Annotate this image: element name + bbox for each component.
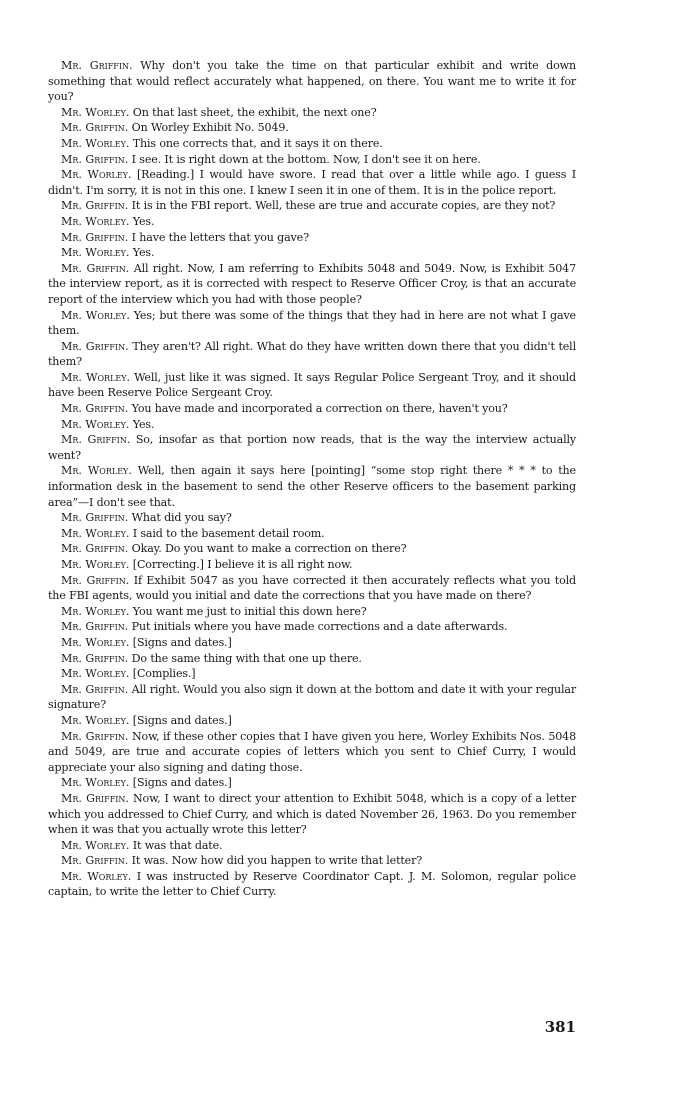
transcript-paragraph	[48, 370, 576, 401]
speaker-name: Mr. Worley.	[61, 246, 130, 260]
testimony-text: [Signs and dates.]	[132, 713, 232, 727]
testimony-text: I have the letters that you gave?	[131, 230, 309, 244]
speaker-name: Mr. Griffin.	[61, 620, 129, 634]
speaker-name: Mr. Worley.	[61, 604, 130, 618]
speaker-name: Mr. Worley.	[61, 464, 132, 478]
transcript-paragraph	[48, 619, 576, 635]
testimony-text: So, insofar as that portion now reads, that is the way the interview actually went?	[48, 433, 576, 462]
testimony-text: You want me just to initial this down here?	[132, 604, 367, 618]
testimony-text: It is in the FBI report. Well, these are true and accurate copies, are they not?	[131, 199, 556, 213]
testimony-text: All right. Now, I am referring to Exhibits 5048 and 5049. Now, is Exhibit 5047 the interview report, as it is corrected with respect to Reserve Officer Croy, is that an accurate report of the interview which you had with those people?	[48, 261, 576, 306]
speaker-name: Mr. Griffin.	[61, 261, 130, 275]
transcript-paragraph	[48, 432, 576, 463]
testimony-text: It was. Now how did you happen to write that letter?	[131, 854, 423, 868]
testimony-text: I see. It is right down at the bottom. Now, I don't see it on here.	[131, 152, 481, 166]
transcript-paragraph	[48, 167, 576, 198]
testimony-text: Now, I want to direct your attention to Exhibit 5048, which is a copy of a letter which you addressed to Chief Curry, and which is dated November 26, 1963. Do you remember when it was that you actually wrote this letter?	[48, 791, 576, 837]
transcript-paragraph	[48, 541, 576, 557]
speaker-name: Mr. Worley.	[61, 635, 130, 649]
speaker-name: Mr. Worley.	[61, 526, 130, 540]
transcript-paragraph	[48, 869, 576, 900]
testimony-text: Why don't you take the time on that particular exhibit and write down something that would reflect accurately what happened, on there. You want me to write it for you?	[48, 59, 576, 104]
speaker-name: Mr. Griffin.	[61, 511, 129, 525]
transcript-paragraph	[48, 401, 576, 417]
speaker-name: Mr. Griffin.	[61, 199, 129, 213]
testimony-text: It was that date.	[132, 838, 223, 852]
speaker-name: Mr. Worley.	[61, 370, 131, 384]
testimony-text: [Complies.]	[132, 667, 196, 681]
speaker-name: Mr. Worley.	[61, 214, 130, 228]
transcript-paragraph	[48, 853, 576, 869]
transcript-paragraph	[48, 775, 576, 791]
transcript-paragraph	[48, 230, 576, 246]
speaker-name: Mr. Worley.	[61, 776, 130, 790]
testimony-text: [Signs and dates.]	[132, 776, 232, 790]
transcript-paragraph	[48, 198, 576, 214]
transcript-paragraph	[48, 573, 576, 604]
testimony-text: Well, just like it was signed. It says Regular Police Sergeant Troy, and it should have been Reserve Police Sergeant Croy.	[48, 370, 576, 400]
testimony-text: Yes.	[132, 246, 155, 260]
transcript-paragraph	[48, 729, 576, 776]
transcript-paragraph	[48, 651, 576, 667]
testimony-text: Now, if these other copies that I have given you here, Worley Exhibits Nos. 5048 and 5049, are true and accurate copies of letters which you sent to Chief Curry, I would appreciate your also signing and dating those.	[48, 729, 576, 774]
testimony-text: I said to the basement detail room.	[132, 526, 325, 540]
transcript-paragraph	[48, 136, 576, 152]
transcript-paragraph	[48, 791, 576, 838]
speaker-name: Mr. Worley.	[61, 869, 132, 883]
transcript-paragraph	[48, 339, 576, 370]
speaker-name: Mr. Griffin.	[61, 542, 129, 556]
speaker-name: Mr. Griffin.	[61, 339, 129, 353]
transcript-paragraph	[48, 245, 576, 261]
transcript-paragraph	[48, 105, 576, 121]
testimony-text: Yes.	[132, 417, 155, 431]
testimony-text: If Exhibit 5047 as you have corrected it then accurately reflects what you told the FBI agents, would you initial and date the corrections that you have made on there?	[48, 573, 576, 603]
speaker-name: Mr. Worley.	[61, 667, 130, 681]
transcript-paragraph	[48, 526, 576, 542]
speaker-name: Mr. Griffin.	[61, 573, 130, 587]
testimony-text: This one corrects that, and it says it on there.	[132, 136, 383, 150]
speaker-name: Mr. Griffin.	[61, 729, 129, 743]
transcript-paragraph	[48, 838, 576, 854]
transcript-paragraph	[48, 214, 576, 230]
speaker-name: Mr. Worley.	[61, 417, 130, 431]
transcript-paragraph	[48, 510, 576, 526]
speaker-name: Mr. Griffin.	[61, 433, 131, 447]
testimony-text: Well, then again it says here [pointing] “some stop right there * * * to the information desk in the basement to send the other Reserve officers to the basement parking area”—I don't see that.	[48, 464, 576, 509]
transcript-paragraph	[48, 682, 576, 713]
speaker-name: Mr. Griffin.	[61, 59, 133, 72]
speaker-name: Mr. Worley.	[61, 558, 130, 571]
transcript-paragraph	[48, 635, 576, 651]
speaker-name: Mr. Griffin.	[61, 682, 129, 696]
speaker-name: Mr. Worley.	[61, 136, 130, 150]
transcript-body	[48, 58, 576, 900]
speaker-name: Mr. Worley.	[61, 308, 130, 322]
testimony-text: All right. Would you also sign it down at the bottom and date it with your regular signature?	[48, 682, 577, 712]
testimony-text: They aren't? All right. What do they have written down there that you didn't tell them?	[48, 339, 576, 369]
testimony-text: Yes; but there was some of the things that they had in here are not what I gave them.	[48, 308, 576, 338]
speaker-name: Mr. Griffin.	[61, 791, 129, 805]
testimony-text: On that last sheet, the exhibit, the next one?	[132, 105, 377, 119]
speaker-name: Mr. Griffin.	[61, 152, 129, 166]
testimony-text: You have made and incorporated a correction on there, haven't you?	[131, 402, 508, 416]
transcript-paragraph	[48, 261, 576, 308]
speaker-name: Mr. Worley.	[61, 838, 130, 852]
testimony-text: [Reading.] I would have swore. I read that over a little while ago. I guess I didn't. I'm sorry, it is not in this one. I knew I seen it in one of them. It is in the police report.	[48, 168, 576, 197]
speaker-name: Mr. Griffin.	[61, 121, 129, 135]
transcript-paragraph	[48, 417, 576, 433]
speaker-name: Mr. Griffin.	[61, 230, 129, 244]
transcript-paragraph	[48, 604, 576, 620]
transcript-paragraph	[48, 463, 576, 510]
speaker-name: Mr. Griffin.	[61, 402, 129, 416]
testimony-text: Okay. Do you want to make a correction on there?	[131, 542, 407, 556]
transcript-paragraph	[48, 120, 576, 136]
transcript-paragraph	[48, 152, 576, 168]
page-number: 381	[544, 1018, 576, 1036]
testimony-text: [Signs and dates.]	[132, 635, 232, 649]
transcript-paragraph	[48, 308, 576, 339]
testimony-text: I was instructed by Reserve Coordinator Capt. J. M. Solomon, regular police captain, to write the letter to Chief Curry.	[48, 869, 576, 899]
speaker-name: Mr. Griffin.	[61, 854, 129, 868]
testimony-text: Do the same thing with that one up there.	[131, 651, 362, 665]
transcript-paragraph	[48, 557, 576, 573]
speaker-name: Mr. Griffin.	[61, 651, 129, 665]
transcript-paragraph	[48, 666, 576, 682]
transcript-paragraph	[48, 713, 576, 729]
testimony-text: Yes.	[132, 214, 155, 228]
speaker-name: Mr. Worley.	[61, 105, 130, 119]
speaker-name: Mr. Worley.	[61, 168, 132, 182]
testimony-text: [Correcting.] I believe it is all right now.	[132, 558, 353, 571]
testimony-text: Put initials where you have made corrections and a date afterwards.	[131, 620, 508, 634]
testimony-text: On Worley Exhibit No. 5049.	[131, 121, 289, 135]
transcript-paragraph	[48, 58, 576, 105]
testimony-text: What did you say?	[131, 511, 232, 525]
speaker-name: Mr. Worley.	[61, 713, 130, 727]
